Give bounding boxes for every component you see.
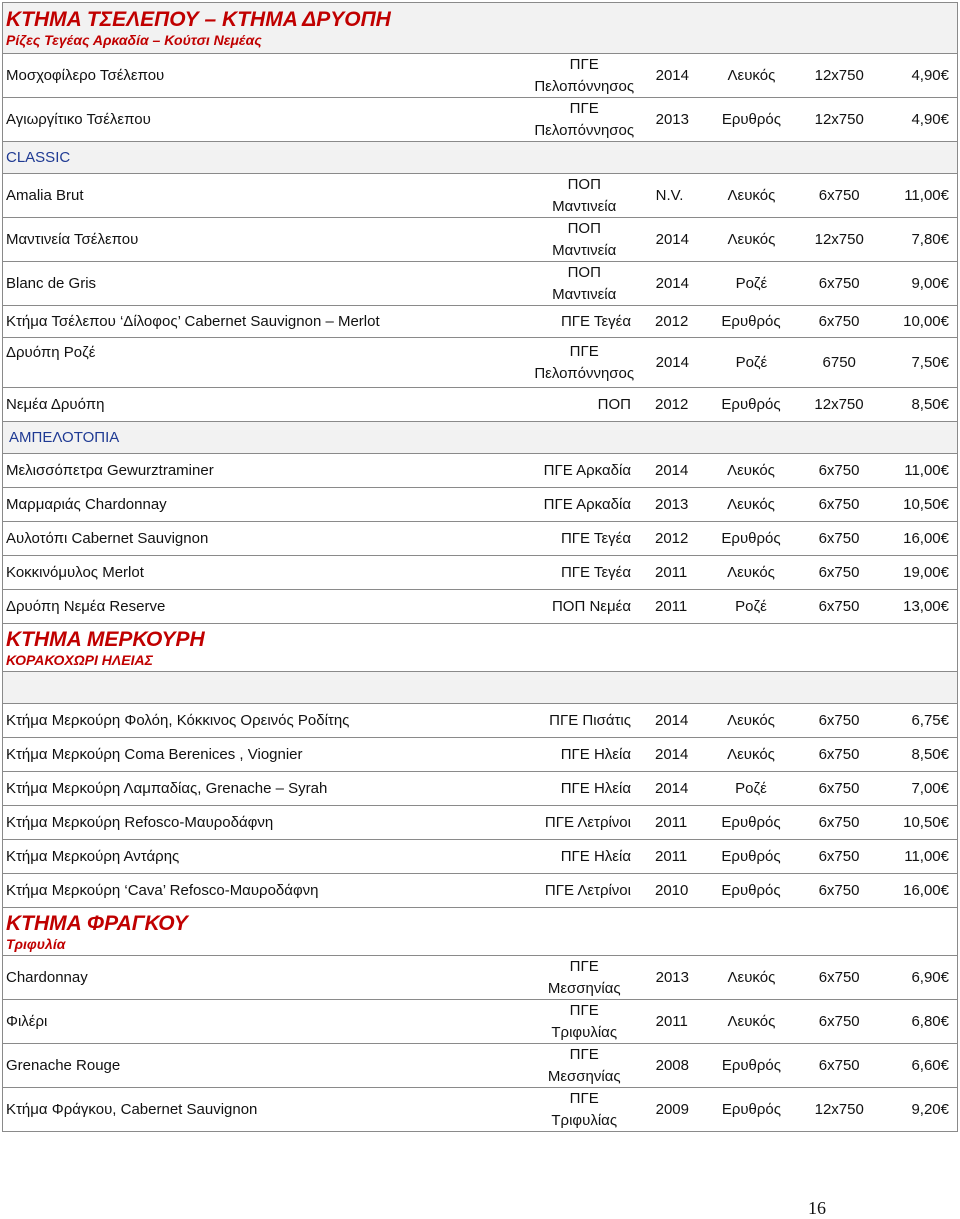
wine-color: Λευκός bbox=[727, 462, 775, 479]
wine-region: ΠΟΠ Μαντινεία bbox=[552, 219, 617, 259]
wine-price: 11,00€ bbox=[904, 848, 949, 865]
table-row bbox=[2, 738, 958, 772]
wine-color: Ερυθρός bbox=[721, 530, 781, 547]
wine-pack: 12x750 bbox=[814, 1101, 864, 1118]
wine-price: 8,50€ bbox=[911, 396, 949, 413]
wine-year: 2014 bbox=[655, 67, 689, 84]
section-title: ΚΤΗΜΑ ΜΕΡΚΟΥΡΗ bbox=[6, 627, 205, 651]
wine-price: 16,00€ bbox=[903, 882, 949, 899]
wine-price: 9,00€ bbox=[911, 275, 949, 292]
wine-pack: 12x750 bbox=[814, 231, 864, 248]
wine-price: 16,00€ bbox=[903, 530, 949, 547]
wine-pack: 12x750 bbox=[814, 67, 864, 84]
table-row bbox=[2, 54, 958, 98]
wine-region: ΠΟΠ bbox=[597, 396, 631, 413]
wine-price: 11,00€ bbox=[904, 462, 949, 479]
table-row bbox=[2, 704, 958, 738]
table-row bbox=[2, 556, 958, 590]
wine-year: 2014 bbox=[655, 780, 689, 797]
wine-region: ΠΓΕ Μεσσηνίας bbox=[547, 1045, 621, 1085]
wine-name: Αυλοτόπι Cabernet Sauvignon bbox=[6, 530, 209, 547]
wine-pack: 6750 bbox=[822, 354, 856, 371]
wine-region: ΠΟΠ Νεμέα bbox=[551, 598, 631, 615]
wine-name: Amalia Brut bbox=[6, 187, 84, 204]
wine-region: ΠΓΕ Πελοπόννησος bbox=[534, 99, 635, 139]
wine-price: 6,60€ bbox=[911, 1057, 949, 1074]
wine-color: Ερυθρός bbox=[721, 1101, 781, 1118]
wine-year: 2010 bbox=[655, 882, 689, 899]
wine-name: Blanc de Gris bbox=[6, 275, 97, 292]
table-row bbox=[2, 174, 958, 218]
wine-year: 2014 bbox=[655, 712, 689, 729]
wine-price: 6,90€ bbox=[911, 969, 949, 986]
wine-name: Νεμέα Δρυόπη bbox=[6, 396, 105, 413]
wine-color: Λευκός bbox=[727, 496, 775, 513]
wine-region: ΠΓΕ Τεγέα bbox=[560, 313, 631, 330]
wine-pack: 6x750 bbox=[818, 746, 860, 763]
table-row bbox=[2, 388, 958, 422]
wine-year: 2009 bbox=[655, 1101, 689, 1118]
wine-region: ΠΟΠ Μαντινεία bbox=[552, 263, 617, 303]
wine-name: Grenache Rouge bbox=[6, 1057, 121, 1074]
wine-color: Ροζέ bbox=[735, 780, 767, 797]
wine-pack: 6x750 bbox=[818, 530, 860, 547]
wine-pack: 6x750 bbox=[818, 564, 860, 581]
wine-name: Μελισσόπετρα Gewurztraminer bbox=[6, 462, 214, 479]
table-row bbox=[2, 874, 958, 908]
section-subtitle: ΚΟΡΑΚΟΧΩΡΙ ΗΛΕΙΑΣ bbox=[6, 651, 153, 668]
wine-color: Ερυθρός bbox=[721, 396, 781, 413]
wine-color: Λευκός bbox=[727, 969, 776, 986]
subsection-ampelotopia bbox=[2, 422, 958, 454]
wine-region: ΠΟΠ Μαντινεία bbox=[552, 175, 617, 215]
wine-color: Ερυθρός bbox=[721, 848, 781, 865]
wine-price: 10,50€ bbox=[903, 814, 949, 831]
wine-color: Ροζέ bbox=[735, 598, 767, 615]
section-header-fragkou bbox=[2, 908, 958, 956]
table-row bbox=[2, 956, 958, 1000]
wine-region: ΠΓΕ Λετρίνοι bbox=[544, 814, 631, 831]
wine-pack: 6x750 bbox=[818, 1013, 860, 1030]
wine-color: Ροζέ bbox=[735, 275, 768, 292]
wine-year: 2014 bbox=[655, 462, 689, 479]
wine-color: Λευκός bbox=[727, 564, 775, 581]
wine-price: 4,90€ bbox=[911, 67, 949, 84]
table-row bbox=[2, 1088, 958, 1132]
wine-name: Κοκκινόμυλος Merlot bbox=[6, 564, 144, 581]
wine-year: 2013 bbox=[655, 969, 689, 986]
section-title: ΚΤΗΜΑ ΦΡΑΓΚΟΥ bbox=[6, 911, 188, 935]
section-spacer bbox=[2, 672, 958, 704]
wine-year: 2014 bbox=[655, 231, 689, 248]
wine-name: Chardonnay bbox=[6, 969, 88, 986]
wine-region: ΠΓΕ Μεσσηνίας bbox=[547, 957, 621, 997]
wine-price: 4,90€ bbox=[911, 111, 949, 128]
table-row bbox=[2, 488, 958, 522]
wine-year: 2011 bbox=[655, 848, 688, 865]
wine-region: ΠΓΕ Ηλεία bbox=[560, 848, 631, 865]
wine-pack: 6x750 bbox=[818, 496, 860, 513]
wine-name: Δρυόπη Ροζέ bbox=[6, 344, 96, 361]
wine-name: Κτήμα Μερκούρη Coma Berenices , Viognier bbox=[6, 746, 303, 763]
table-row bbox=[2, 454, 958, 488]
wine-name: Κτήμα Μερκούρη Αντάρης bbox=[6, 848, 180, 865]
wine-year: 2014 bbox=[655, 746, 689, 763]
section-subtitle: Τριφυλία bbox=[6, 935, 66, 952]
wine-price: 6,75€ bbox=[911, 712, 949, 729]
wine-region: ΠΓΕ Τεγέα bbox=[560, 564, 631, 581]
wine-price: 6,80€ bbox=[911, 1013, 949, 1030]
table-row bbox=[2, 522, 958, 556]
wine-year: 2011 bbox=[655, 564, 688, 581]
wine-color: Λευκός bbox=[727, 231, 776, 248]
wine-year: 2014 bbox=[655, 275, 689, 292]
wine-pack: 6x750 bbox=[818, 969, 860, 986]
wine-color: Ερυθρός bbox=[721, 313, 781, 330]
table-row bbox=[2, 1044, 958, 1088]
table-row bbox=[2, 590, 958, 624]
wine-color: Λευκός bbox=[727, 67, 776, 84]
table-row bbox=[2, 840, 958, 874]
wine-name: Κτήμα Μερκούρη Φολόη, Κόκκινος Ορεινός Ροδίτης bbox=[6, 712, 350, 729]
wine-pack: 6x750 bbox=[818, 712, 860, 729]
wine-pack: 6x750 bbox=[818, 780, 860, 797]
wine-name: Φιλέρι bbox=[6, 1013, 48, 1030]
wine-price: 7,00€ bbox=[911, 780, 949, 797]
wine-color: Λευκός bbox=[727, 187, 776, 204]
section-title: ΚΤΗΜΑ ΤΣΕΛΕΠΟΥ – ΚΤΗΜΑ ΔΡΥΟΠΗ bbox=[6, 8, 391, 31]
wine-price: 13,00€ bbox=[903, 598, 949, 615]
wine-pack: 6x750 bbox=[818, 313, 860, 330]
wine-region: ΠΓΕ Τριφυλίας bbox=[551, 1089, 618, 1129]
table-row bbox=[2, 338, 958, 388]
table-row bbox=[2, 262, 958, 306]
wine-pack: 6x750 bbox=[818, 598, 860, 615]
wine-name: Κτήμα Μερκούρη ‘Cava’ Refosco-Μαυροδάφνη bbox=[6, 882, 319, 899]
table-row bbox=[2, 806, 958, 840]
wine-name: Κτήμα Τσέλεπου ‘Δίλοφος’ Cabernet Sauvignon – Merlot bbox=[6, 313, 380, 330]
wine-pack: 6x750 bbox=[818, 848, 860, 865]
wine-name: Μοσχοφίλερο Τσέλεπου bbox=[6, 67, 165, 84]
wine-year: 2011 bbox=[655, 1013, 688, 1030]
wine-pack: 6x750 bbox=[818, 814, 860, 831]
wine-region: ΠΓΕ Ηλεία bbox=[560, 746, 631, 763]
wine-pack: 6x750 bbox=[818, 882, 860, 899]
price-list-sheet bbox=[2, 2, 958, 1132]
wine-color: Ερυθρός bbox=[721, 111, 781, 128]
wine-name: Αγιωργίτικο Τσέλεπου bbox=[6, 111, 151, 128]
wine-region: ΠΓΕ Πελοπόννησος bbox=[534, 55, 635, 95]
wine-price: 7,80€ bbox=[911, 231, 949, 248]
wine-color: Λευκός bbox=[727, 1013, 776, 1030]
page-number: 16 bbox=[808, 1198, 826, 1218]
subsection-label: ΑΜΠΕΛΟΤΟΠΙΑ bbox=[9, 429, 120, 446]
wine-region: ΠΓΕ Ηλεία bbox=[560, 780, 631, 797]
wine-color: Ροζέ bbox=[735, 354, 768, 371]
table-row bbox=[2, 98, 958, 142]
wine-price: 8,50€ bbox=[911, 746, 949, 763]
section-subtitle: Ρίζες Τεγέας Αρκαδία – Κούτσι Νεμέας bbox=[6, 32, 262, 48]
section-header-merkouri bbox=[2, 624, 958, 672]
wine-year: 2012 bbox=[655, 530, 689, 547]
wine-year: 2011 bbox=[655, 814, 688, 831]
wine-color: Λευκός bbox=[727, 746, 775, 763]
wine-name: Μαντινεία Τσέλεπου bbox=[6, 231, 139, 248]
wine-name: Κτήμα Φράγκου, Cabernet Sauvignon bbox=[6, 1101, 258, 1118]
wine-year: 2012 bbox=[655, 396, 689, 413]
wine-pack: 6x750 bbox=[818, 462, 860, 479]
wine-name: Δρυόπη Νεμέα Reserve bbox=[6, 598, 166, 615]
wine-pack: 12x750 bbox=[814, 396, 864, 413]
wine-year: 2011 bbox=[655, 598, 688, 615]
wine-year: 2012 bbox=[655, 313, 689, 330]
table-row bbox=[2, 306, 958, 338]
table-row bbox=[2, 772, 958, 806]
wine-pack: 6x750 bbox=[818, 275, 860, 292]
wine-region: ΠΓΕ Αρκαδία bbox=[543, 462, 631, 479]
wine-region: ΠΓΕ Πελοπόννησος bbox=[534, 342, 635, 382]
subsection-label: CLASSIC bbox=[6, 149, 71, 166]
wine-color: Λευκός bbox=[727, 712, 775, 729]
wine-year: N.V. bbox=[655, 187, 684, 204]
wine-year: 2013 bbox=[655, 111, 689, 128]
wine-year: 2008 bbox=[655, 1057, 689, 1074]
wine-pack: 6x750 bbox=[818, 1057, 860, 1074]
wine-price: 19,00€ bbox=[903, 564, 949, 581]
wine-region: ΠΓΕ Τριφυλίας bbox=[551, 1001, 618, 1041]
wine-price: 10,00€ bbox=[903, 313, 949, 330]
wine-pack: 6x750 bbox=[818, 187, 860, 204]
wine-color: Ερυθρός bbox=[721, 1057, 781, 1074]
wine-price: 7,50€ bbox=[911, 354, 949, 371]
wine-year: 2013 bbox=[655, 496, 689, 513]
table-row bbox=[2, 218, 958, 262]
wine-region: ΠΓΕ Αρκαδία bbox=[543, 496, 631, 513]
wine-name: Κτήμα Μερκούρη Λαμπαδίας, Grenache – Syrah bbox=[6, 780, 328, 797]
table-row bbox=[2, 1000, 958, 1044]
wine-color: Ερυθρός bbox=[721, 882, 781, 899]
wine-price: 9,20€ bbox=[911, 1101, 949, 1118]
wine-pack: 12x750 bbox=[814, 111, 864, 128]
wine-price: 11,00€ bbox=[904, 187, 949, 204]
section-header-tselepou bbox=[2, 2, 958, 54]
wine-region: ΠΓΕ Τεγέα bbox=[560, 530, 631, 547]
wine-region: ΠΓΕ Λετρίνοι bbox=[544, 882, 631, 899]
wine-name: Μαρμαριάς Chardonnay bbox=[6, 496, 167, 513]
wine-color: Ερυθρός bbox=[721, 814, 781, 831]
wine-name: Κτήμα Μερκούρη Refosco-Μαυροδάφνη bbox=[6, 814, 274, 831]
subsection-classic bbox=[2, 142, 958, 174]
wine-year: 2014 bbox=[655, 354, 689, 371]
wine-region: ΠΓΕ Πισάτις bbox=[549, 712, 631, 729]
wine-price: 10,50€ bbox=[903, 496, 949, 513]
